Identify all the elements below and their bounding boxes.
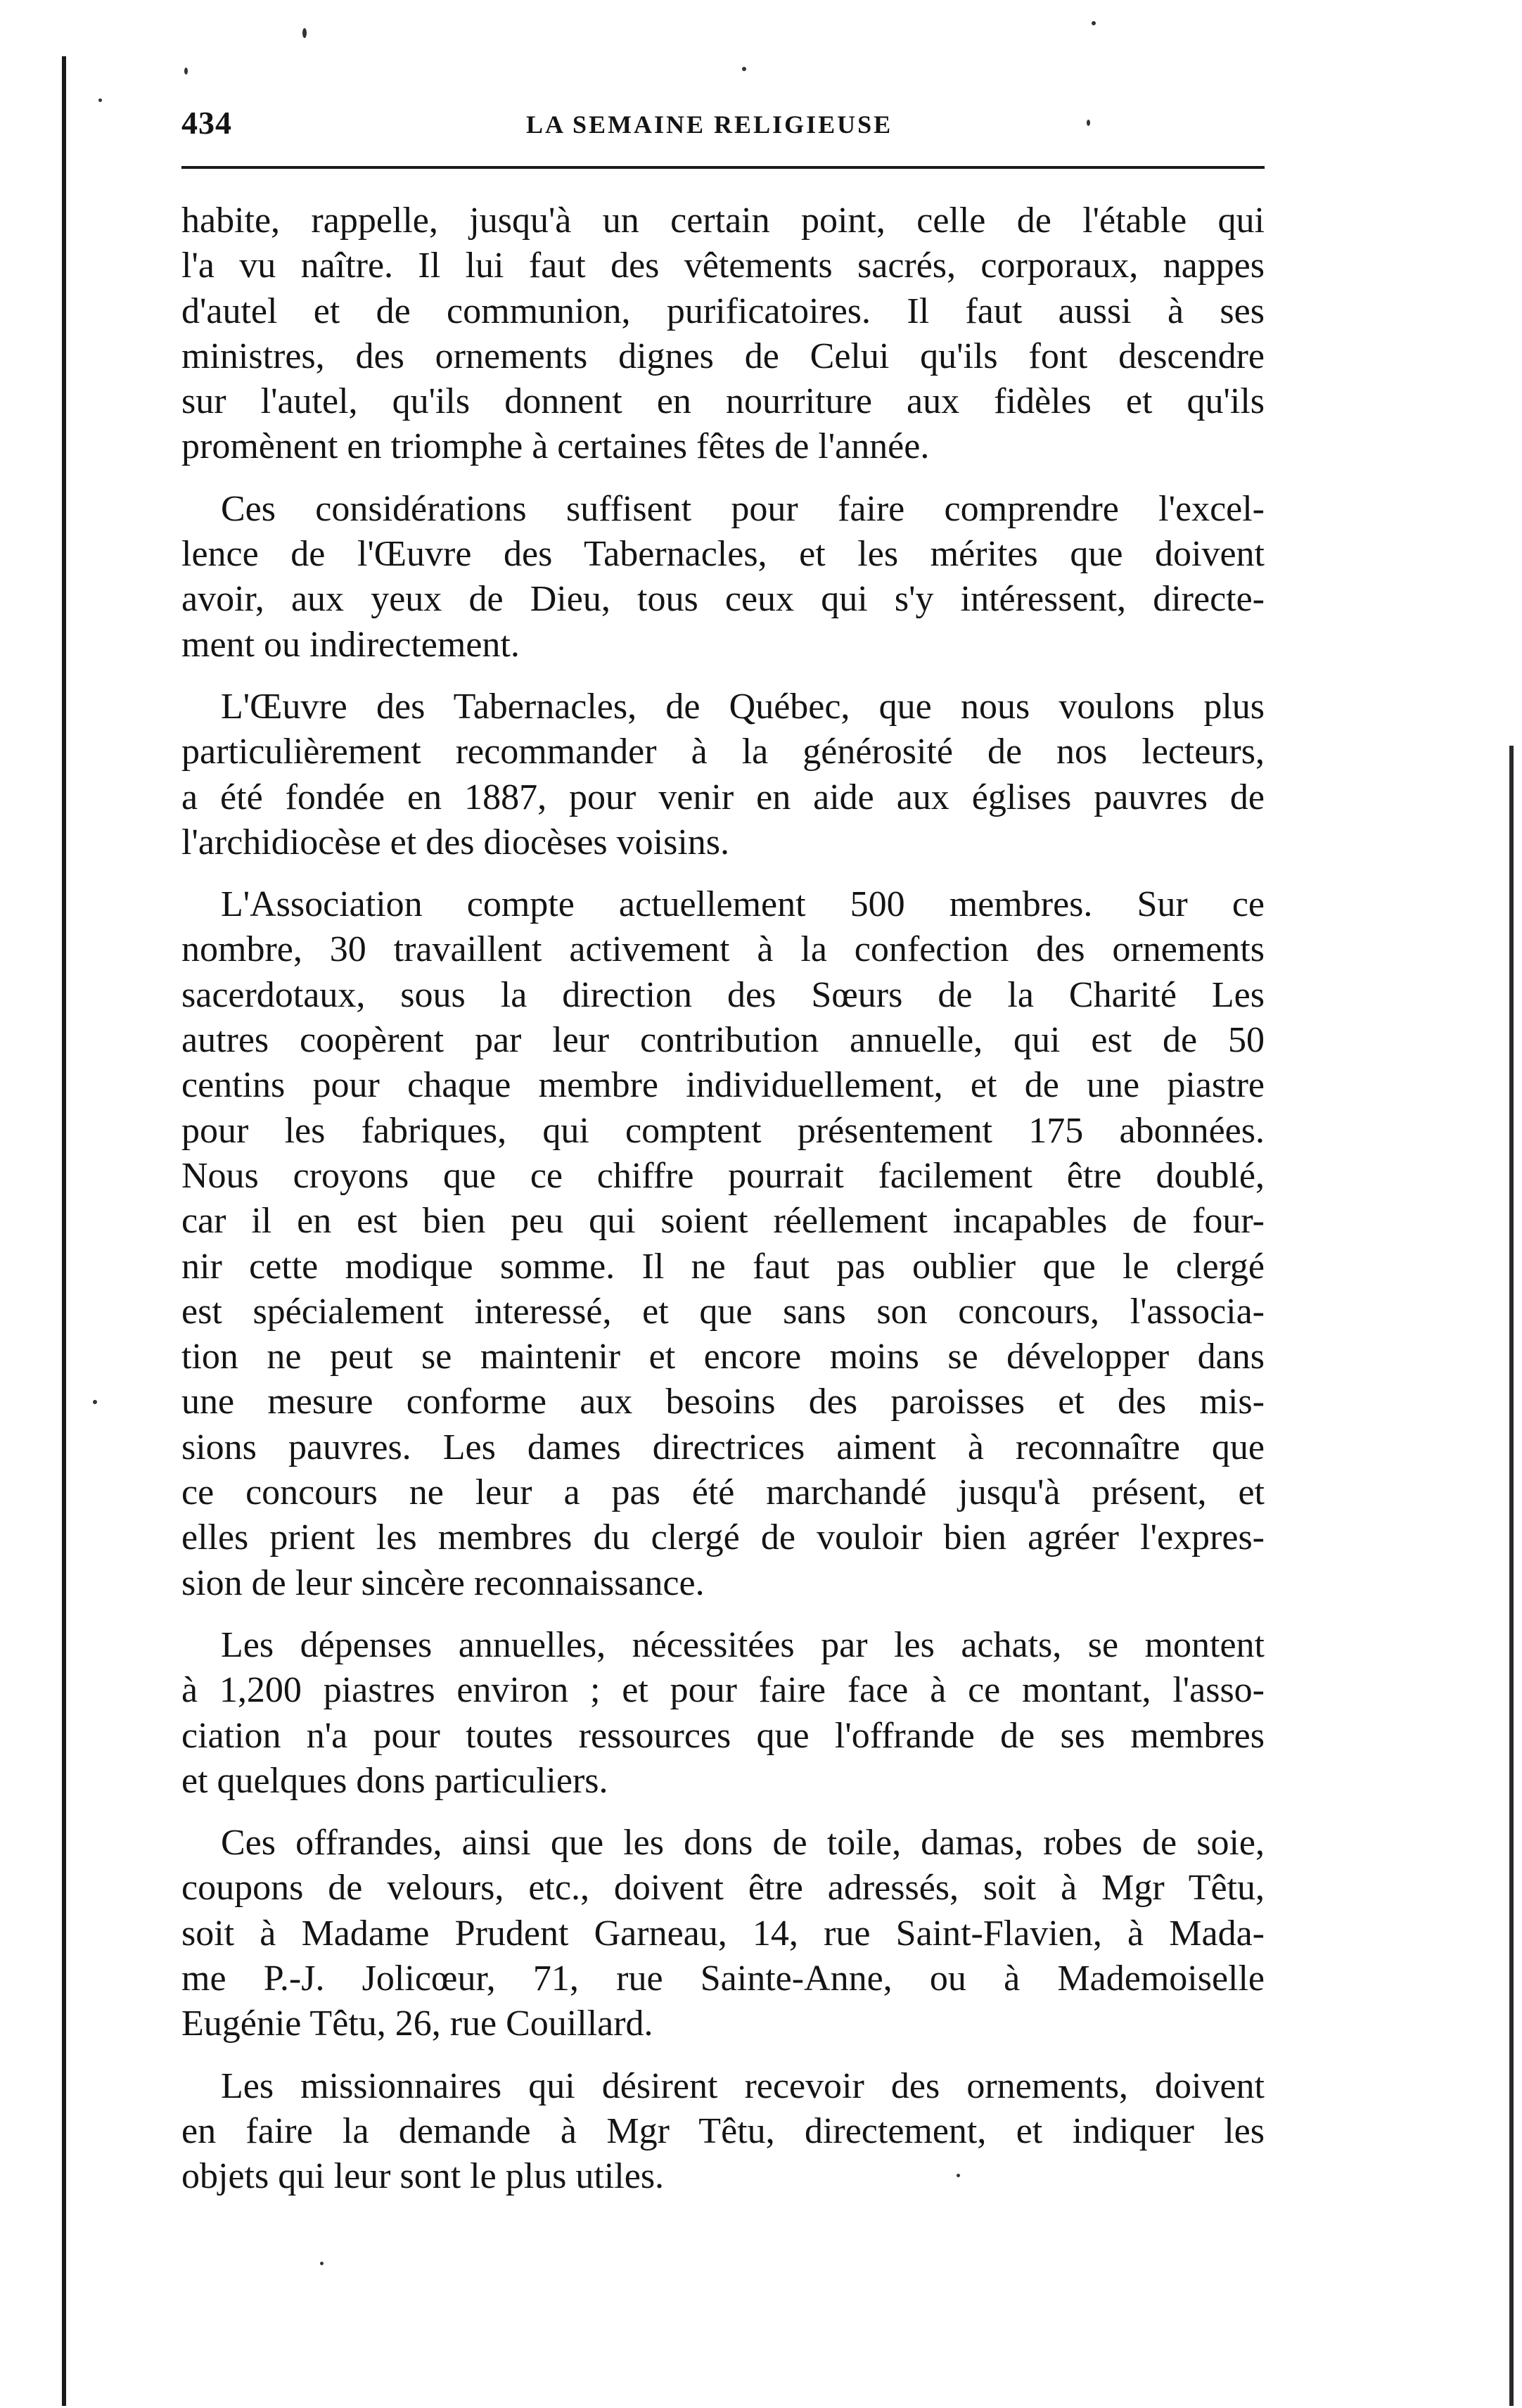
- text-line: ministres, des ornements dignes de Celui qu'ils font descendre: [181, 336, 1265, 376]
- paragraph: [181, 1821, 1265, 2046]
- text-line: coupons de velours, etc., doivent être adressés, soit à Mgr Têtu,: [181, 1868, 1265, 1909]
- paragraph-gap: [181, 2047, 1265, 2064]
- scan-speck: [957, 2174, 960, 2177]
- text-line: à 1,200 piastres environ ; et pour faire face à ce montant, l'asso-: [181, 1670, 1265, 1711]
- text-line: Nous croyons que ce chiffre pourrait facilement être doublé,: [181, 1155, 1265, 1196]
- text-line: Ces considérations suffisent pour faire comprendre l'excel-: [221, 488, 1265, 529]
- text-line: en faire la demande à Mgr Têtu, directement, et indiquer les: [181, 2110, 1265, 2151]
- paragraph: [181, 198, 1265, 470]
- page-header: [181, 104, 1265, 153]
- text-line: et quelques dons particuliers.: [181, 1760, 608, 1801]
- paragraph: [181, 882, 1265, 1606]
- text-line: nir cette modique somme. Il ne faut pas oublier que le clergé: [181, 1246, 1265, 1287]
- text-line: tion ne peut se maintenir et encore moins se développer dans: [181, 1337, 1265, 1377]
- text-line: car il en est bien peu qui soient réellement incapables de four-: [181, 1201, 1265, 1242]
- text-line: particulièrement recommander à la générosité de nos lecteurs,: [181, 732, 1265, 772]
- body-text: [181, 198, 1265, 2199]
- text-line: sions pauvres. Les dames directrices aiment à reconnaître que: [181, 1427, 1265, 1467]
- paragraph-gap: [181, 470, 1265, 487]
- text-line: elles prient les membres du clergé de vouloir bien agréer l'expres-: [181, 1517, 1265, 1558]
- paragraph-gap: [181, 1606, 1265, 1623]
- right-edge-line: [1509, 746, 1514, 2406]
- text-line: sacerdotaux, sous la direction des Sœurs de la Charité Les: [181, 974, 1265, 1015]
- text-line: l'archidiocèse et des diocèses voisins.: [181, 822, 730, 862]
- page-number: 434: [181, 105, 232, 141]
- paragraph-gap: [181, 865, 1265, 882]
- text-line: L'Association compte actuellement 500 membres. Sur ce: [221, 884, 1265, 925]
- text-line: pour les fabriques, qui comptent présentement 175 abonnées.: [181, 1110, 1265, 1151]
- paragraph: [181, 2064, 1265, 2200]
- text-line: me P.-J. Jolicœur, 71, rue Sainte-Anne, ou à Mademoiselle: [181, 1958, 1265, 1999]
- header-rule: [181, 166, 1265, 169]
- text-line: objets qui leur sont le plus utiles.: [181, 2156, 665, 2197]
- scan-speck: [302, 28, 307, 38]
- scan-speck: [93, 1400, 97, 1404]
- scan-speck: [98, 98, 102, 102]
- paragraph: [181, 487, 1265, 668]
- paragraph: [181, 684, 1265, 865]
- scan-speck: [184, 68, 188, 75]
- scan-speck: [742, 67, 746, 71]
- text-line: sion de leur sincère reconnaissance.: [181, 1562, 705, 1603]
- text-line: une mesure conforme aux besoins des paroisses et des mis-: [181, 1382, 1265, 1422]
- text-line: ciation n'a pour toutes ressources que l'offrande de ses membres: [181, 1715, 1265, 1756]
- text-line: lence de l'Œuvre des Tabernacles, et les mérites que doivent: [181, 534, 1265, 575]
- scan-speck: [320, 2262, 324, 2265]
- paragraph-gap: [181, 668, 1265, 684]
- paragraph-gap: [181, 1804, 1265, 1821]
- text-line: autres coopèrent par leur contribution annuelle, qui est de 50: [181, 1020, 1265, 1061]
- scan-speck: [1092, 21, 1096, 25]
- scan-speck: [1087, 120, 1090, 126]
- text-line: est spécialement interessé, et que sans son concours, l'associa-: [181, 1291, 1265, 1332]
- text-line: centins pour chaque membre individuellement, et de une piastre: [181, 1065, 1265, 1106]
- text-line: a été fondée en 1887, pour venir en aide aux églises pauvres de: [181, 777, 1265, 817]
- text-line: avoir, aux yeux de Dieu, tous ceux qui s'y intéressent, directe-: [181, 579, 1265, 620]
- text-line: habite, rappelle, jusqu'à un certain point, celle de l'étable qui: [181, 200, 1265, 241]
- text-line: Eugénie Têtu, 26, rue Couillard.: [181, 2004, 653, 2044]
- left-margin-line: [62, 56, 66, 2406]
- text-line: Les missionnaires qui désirent recevoir des ornements, doivent: [221, 2065, 1265, 2106]
- running-title: LA SEMAINE RELIGIEUSE: [526, 110, 893, 139]
- text-line: soit à Madame Prudent Garneau, 14, rue Saint-Flavien, à Mada-: [181, 1913, 1265, 1954]
- text-line: ment ou indirectement.: [181, 624, 520, 665]
- text-line: promènent en triomphe à certaines fêtes de l'année.: [181, 426, 930, 467]
- text-line: ce concours ne leur a pas été marchandé jusqu'à présent, et: [181, 1472, 1265, 1513]
- paragraph: [181, 1623, 1265, 1804]
- text-line: Les dépenses annuelles, nécessitées par les achats, se montent: [221, 1624, 1265, 1665]
- text-line: d'autel et de communion, purificatoires. Il faut aussi à ses: [181, 291, 1265, 331]
- text-line: nombre, 30 travaillent activement à la confection des ornements: [181, 929, 1265, 970]
- text-line: l'a vu naître. Il lui faut des vêtements sacrés, corporaux, nappes: [181, 246, 1265, 286]
- text-line: Ces offrandes, ainsi que les dons de toile, damas, robes de soie,: [221, 1823, 1265, 1864]
- text-line: sur l'autel, qu'ils donnent en nourriture aux fidèles et qu'ils: [181, 381, 1265, 422]
- text-line: L'Œuvre des Tabernacles, de Québec, que nous voulons plus: [221, 686, 1265, 727]
